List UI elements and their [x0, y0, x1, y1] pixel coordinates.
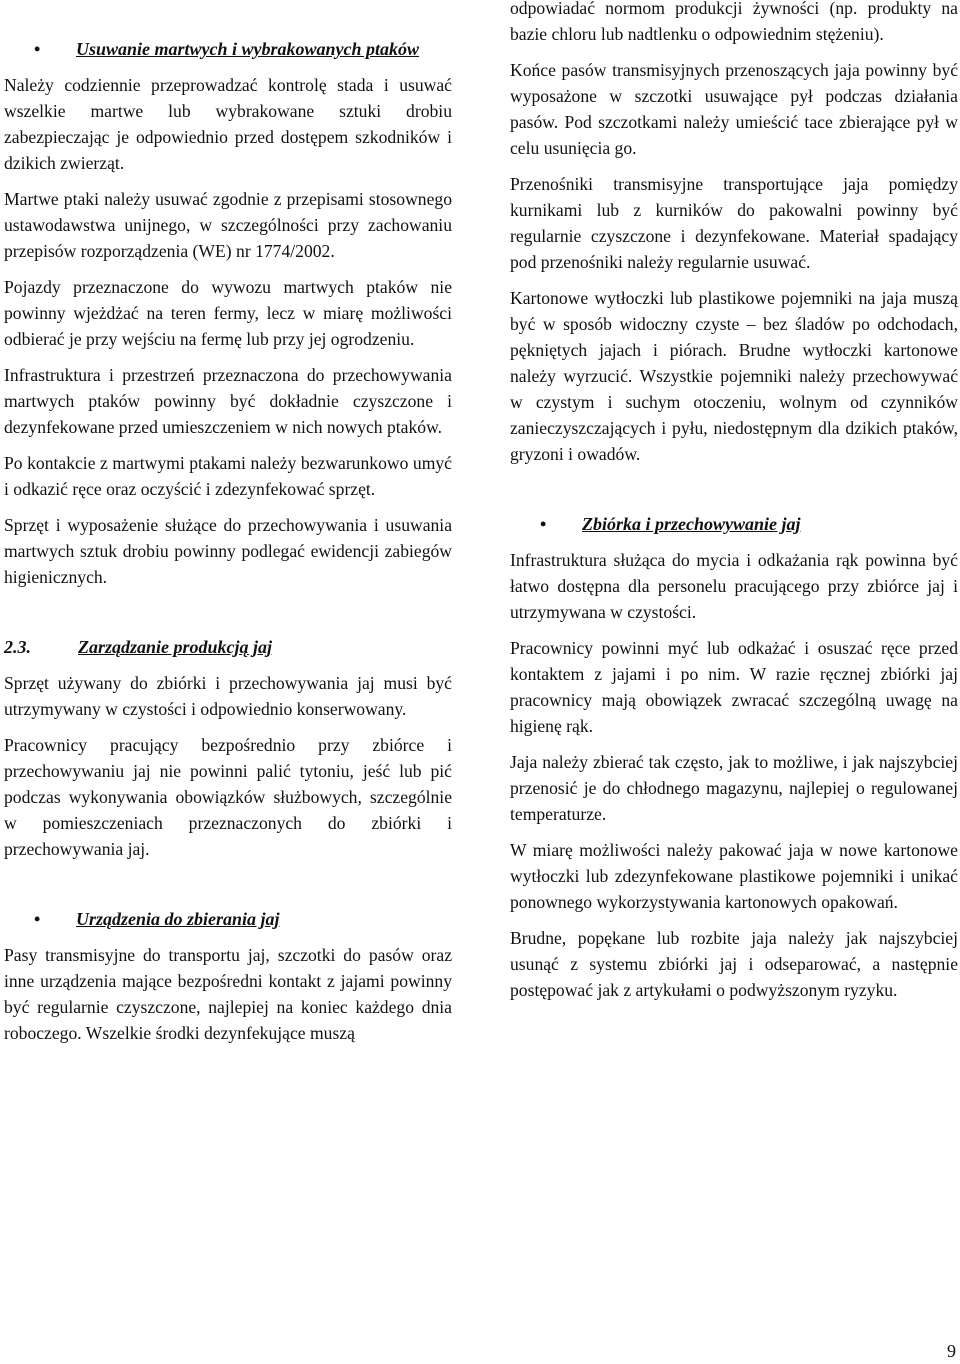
paragraph: W miarę możliwości należy pakować jaja w nowe kartonowe wytłoczki lub zdezynfekowane plastikowe pojemniki i unikać ponownego wykorzystywania kartonowych opakowań. — [510, 840, 958, 912]
paragraph: Infrastruktura i przestrzeń przeznaczona do przechowywania martwych ptaków powinny być dokładnie czyszczone i dezynfekowane przed umieszczeniem w nich nowych ptaków. — [4, 365, 452, 437]
heading-egg-collection-devices-text: Urządzenia do zbierania jaj — [76, 909, 280, 929]
heading-dead-birds — [4, 36, 452, 62]
section-number: 2.3. — [4, 637, 31, 657]
heading-egg-storage — [510, 511, 958, 537]
paragraph: Sprzęt używany do zbiórki i przechowywania jaj musi być utrzymywany w czystości i odpowiednio konserwowany. — [4, 673, 452, 719]
right-column — [510, 0, 958, 1013]
paragraph: Końce pasów transmisyjnych przenoszących jaja powinny być wyposażone w szczotki usuwające pył podczas działania pasów. Pod szczotkami należy umieścić tace zbierające pył w celu usunięcia go. — [510, 60, 958, 158]
paragraph: Martwe ptaki należy usuwać zgodnie z przepisami stosownego ustawodawstwa unijnego, w szczególności przy zachowaniu przepisów rozporządzenia (WE) nr 1774/2002. — [4, 189, 452, 261]
bullet-icon: • — [540, 514, 547, 534]
left-column — [4, 0, 452, 1056]
paragraph: Pracownicy pracujący bezpośrednio przy zbiórce i przechowywaniu jaj nie powinni palić tytoniu, jeść lub pić podczas wykonywania obowiązków służbowych, szczególnie w pomieszczeniach przeznaczonych do zbiórki i przechowywania jaj. — [4, 735, 452, 859]
bullet-icon: • — [34, 39, 41, 59]
bullet-icon: • — [34, 909, 41, 929]
paragraph: Kartonowe wytłoczki lub plastikowe pojemniki na jaja muszą być w sposób widoczny czyste – bez śladów po odchodach, pękniętych jajach i piórach. Brudne wytłoczki kartonowe należy wyrzucić. Wszystkie pojemniki należy przechowywać w czystym i suchym otoczeniu, wolnym od czynników zanieczyszczających i pyłu, niedostępnym dla dzikich ptaków, gryzoni i owadów. — [510, 288, 958, 464]
section-title: Zarządzanie produkcją jaj — [78, 637, 273, 657]
paragraph: Po kontakcie z martwymi ptakami należy bezwarunkowo umyć i odkazić ręce oraz oczyścić i zdezynfekować sprzęt. — [4, 453, 452, 499]
paragraph: Pracownicy powinni myć lub odkażać i osuszać ręce przed kontaktem z jajami i po nim. W razie ręcznej zbiórki jaj pracownicy mają obowiązek zwracać szczególną uwagę na higienę rąk. — [510, 638, 958, 736]
heading-egg-collection-devices — [4, 906, 452, 932]
page-number: 9 — [947, 1341, 956, 1361]
paragraph: odpowiadać normom produkcji żywności (np. produkty na bazie chloru lub nadtlenku o odpowiednim stężeniu). — [510, 0, 958, 44]
paragraph: Pasy transmisyjne do transportu jaj, szczotki do pasów oraz inne urządzenia mające bezpośredni kontakt z jajami powinny być regularnie czyszczone, najlepiej na koniec każdego dnia roboczego. Wszelkie środki dezynfekujące muszą — [4, 945, 452, 1043]
section-heading — [4, 634, 452, 660]
paragraph: Przenośniki transmisyjne transportujące jaja pomiędzy kurnikami lub z kurników do pakowalni powinny być regularnie czyszczone i dezynfekowane. Materiał spadający pod przenośniki należy regularnie usuwać. — [510, 174, 958, 272]
paragraph: Infrastruktura służąca do mycia i odkażania rąk powinna być łatwo dostępna dla personelu pracującego przy zbiórce jaj i utrzymywana w czystości. — [510, 550, 958, 622]
paragraph: Należy codziennie przeprowadzać kontrolę stada i usuwać wszelkie martwe lub wybrakowane sztuki drobiu zabezpieczając je odpowiednio przed dostępem szkodników i dzikich zwierząt. — [4, 75, 452, 173]
paragraph: Jaja należy zbierać tak często, jak to możliwe, i jak najszybciej przenosić je do chłodnego magazynu, najlepiej o regulowanej temperaturze. — [510, 752, 958, 824]
heading-dead-birds-text: Usuwanie martwych i wybrakowanych ptaków — [76, 39, 420, 59]
paragraph: Brudne, popękane lub rozbite jaja należy jak najszybciej usunąć z systemu zbiórki jaj i odseparować, a następnie postępować jak z artykułami o podwyższonym ryzyku. — [510, 928, 958, 1000]
heading-egg-storage-text: Zbiórka i przechowywanie jaj — [582, 514, 801, 534]
paragraph: Pojazdy przeznaczone do wywozu martwych ptaków nie powinny wjeżdżać na teren fermy, lecz w miarę możliwości odbierać je przy wejściu na fermę lub przy jej ogrodzeniu. — [4, 277, 452, 349]
paragraph: Sprzęt i wyposażenie służące do przechowywania i usuwania martwych sztuk drobiu powinny podlegać ewidencji zabiegów higienicznych. — [4, 515, 452, 587]
